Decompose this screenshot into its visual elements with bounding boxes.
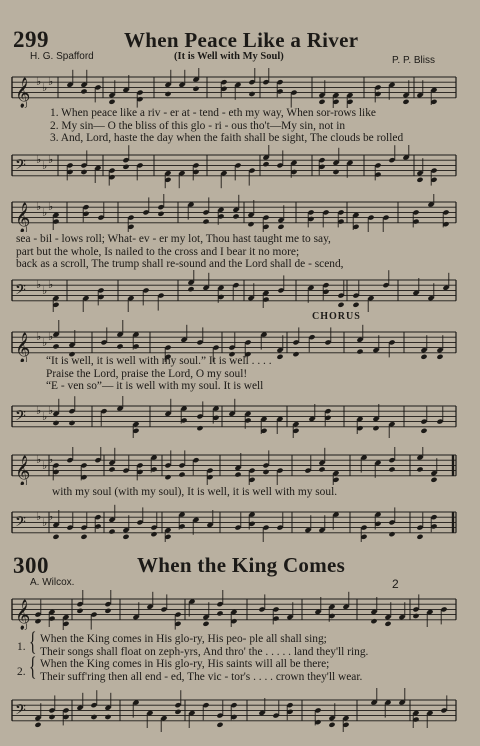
author-credit: H. G. Spafford <box>30 51 94 62</box>
flat-icon: ♭ <box>42 411 48 423</box>
flat-icon: ♭ <box>42 160 48 172</box>
note-head <box>402 99 409 105</box>
note-head <box>318 466 325 472</box>
lyrics-system-1 <box>50 107 403 145</box>
lyric-line: with my soul (with my soul), It is well, it is well with my soul. <box>52 486 338 498</box>
treble-clef-icon: 𝄞 <box>15 77 31 108</box>
treble-staff <box>0 590 480 630</box>
note-head <box>318 99 325 105</box>
lyrics-verse-2 <box>40 658 362 683</box>
bass-clef-icon: 𝄢 <box>15 156 26 177</box>
note-head <box>430 477 437 483</box>
note-head <box>80 169 87 175</box>
note-head <box>150 531 157 537</box>
verse-number: 1. <box>17 641 26 653</box>
note-head <box>276 354 283 360</box>
bass-clef-icon: 𝄢 <box>15 407 26 428</box>
note-head <box>52 534 59 540</box>
note-head <box>122 534 129 540</box>
flat-icon: ♭ <box>42 337 48 349</box>
lyric-line: “It is well, it is well with my soul.” It is well . . . . <box>46 355 272 367</box>
note-head <box>164 91 171 97</box>
bass-clef-icon: 𝄢 <box>15 281 26 302</box>
note-head <box>416 534 423 540</box>
flat-icon: ♭ <box>36 405 42 417</box>
note-head <box>202 621 209 627</box>
note-head <box>196 425 203 431</box>
lyric-line: Praise the Lord, praise the Lord, O my soul! <box>46 367 248 380</box>
lyrics-system-4 <box>52 486 337 499</box>
flat-icon: ♭ <box>48 201 54 213</box>
lyric-line: 1. When peace like a riv - er at - tend - eth my way, When sor-rows like <box>50 107 376 119</box>
note-head <box>292 351 299 357</box>
lyrics-system-3 <box>46 355 272 393</box>
lyric-line: Their songs shall float on zeph-yrs, And thro' the . . . . . land they'll ring. <box>40 645 369 658</box>
lyrics-system-2 <box>16 233 344 271</box>
flat-icon: ♭ <box>48 454 54 466</box>
note-head <box>436 354 443 360</box>
note-head <box>104 608 111 614</box>
lyric-line: part but the whole, Is nailed to the cross and I bear it no more; <box>16 245 300 258</box>
note-head <box>216 610 223 616</box>
note-head <box>122 164 129 170</box>
lyric-line: When the King comes in His glo-ry, His saints will all be there; <box>40 658 330 670</box>
flat-icon: ♭ <box>36 76 42 88</box>
note-head <box>337 302 344 308</box>
note-head <box>232 213 239 219</box>
hymn-number: 300 <box>13 553 49 578</box>
note-head <box>328 722 335 728</box>
note-head <box>388 531 395 537</box>
note-head <box>248 91 255 97</box>
treble-clef-icon: 𝄞 <box>15 332 31 362</box>
flat-icon: ♭ <box>36 279 42 291</box>
note-head <box>34 722 41 728</box>
note-head <box>174 709 181 715</box>
lyric-line: Their suff'ring then all end - ed, The vic - tor's . . . . crown they'll wear. <box>40 670 363 683</box>
note-head <box>34 618 41 624</box>
note-head <box>352 302 359 308</box>
note-head <box>108 99 115 105</box>
bass-staff <box>0 145 480 189</box>
note-head <box>384 621 391 627</box>
flat-icon: ♭ <box>48 405 54 417</box>
note-head <box>68 420 75 426</box>
note-head <box>157 211 164 217</box>
note-head <box>164 474 171 480</box>
note-head <box>356 349 363 355</box>
note-head <box>90 714 97 720</box>
flat-icon: ♭ <box>42 207 48 219</box>
note-head <box>332 169 339 175</box>
flat-icon: ♭ <box>42 82 48 94</box>
note-head <box>52 343 59 349</box>
treble-staff <box>0 447 480 485</box>
second-ending-mark: 2 <box>392 577 399 591</box>
note-head <box>277 224 284 230</box>
hymn-subtitle: (It is Well with My Soul) <box>174 51 284 62</box>
chorus-label: CHORUS <box>312 311 361 322</box>
verse-number: 2. <box>17 666 26 678</box>
note-head <box>416 177 423 183</box>
composer-credit: P. P. Bliss <box>392 55 435 66</box>
note-head <box>192 86 199 92</box>
note-head <box>420 354 427 360</box>
note-head <box>388 466 395 472</box>
verse-brace: { <box>29 627 37 656</box>
flat-icon: ♭ <box>48 331 54 343</box>
note-head <box>262 161 269 167</box>
note-head <box>104 714 111 720</box>
note-head <box>178 472 185 478</box>
flat-icon: ♭ <box>48 154 54 166</box>
treble-staff <box>0 68 480 108</box>
flat-icon: ♭ <box>36 511 42 523</box>
treble-clef-icon: 𝄞 <box>15 202 31 232</box>
lyric-line: 3. And, Lord, haste the day when the faith shall be sight, The clouds be rolled <box>50 132 404 145</box>
note-head <box>420 428 427 434</box>
note-head <box>76 608 83 614</box>
flat-icon: ♭ <box>48 511 54 523</box>
flat-icon: ♭ <box>36 331 42 343</box>
note-head <box>202 219 209 225</box>
bass-clef-icon: 𝄢 <box>15 513 26 534</box>
note-head <box>108 529 115 535</box>
lyric-line: When the King comes in His glo-ry, His peo- ple all shall sing; <box>40 633 327 645</box>
verse-brace: { <box>29 652 37 681</box>
hymn-title: When the King Comes <box>137 553 346 577</box>
treble-clef-icon: 𝄞 <box>15 455 31 485</box>
note-head <box>412 613 419 619</box>
flat-icon: ♭ <box>36 154 42 166</box>
bass-clef-icon: 𝄢 <box>15 701 26 722</box>
note-head <box>80 534 87 540</box>
bass-staff <box>0 502 480 542</box>
flat-icon: ♭ <box>42 517 48 529</box>
note-head <box>52 420 59 426</box>
note-head <box>370 618 377 624</box>
flat-icon: ♭ <box>42 460 48 472</box>
treble-clef-icon: 𝄞 <box>15 599 31 630</box>
note-head <box>372 425 379 431</box>
hymn-title: When Peace Like a River <box>124 28 359 52</box>
author-credit: A. Wilcox. <box>30 577 75 588</box>
lyric-line: back as a scroll, The trump shall re-sound and the Lord shall de - scend, <box>16 258 344 271</box>
note-head <box>234 472 241 478</box>
treble-staff <box>0 194 480 232</box>
flat-icon: ♭ <box>42 285 48 297</box>
note-head <box>416 466 423 472</box>
note-head <box>116 343 123 349</box>
note-head <box>187 286 194 292</box>
note-head <box>216 722 223 728</box>
bass-staff <box>0 396 480 438</box>
flat-icon: ♭ <box>36 454 42 466</box>
lyric-line: 2. My sin— O the bliss of this glo - ri - ous tho't—My sin, not in <box>50 119 346 132</box>
note-head <box>108 466 115 472</box>
flat-icon: ♭ <box>48 279 54 291</box>
bass-staff <box>0 688 480 732</box>
lyric-line: sea - bil - lows roll; What- ev - er my lot, Thou hast taught me to say, <box>16 233 331 245</box>
note-head <box>48 714 55 720</box>
note-head <box>262 469 269 475</box>
hymn-number: 299 <box>13 27 49 52</box>
bass-staff <box>0 270 480 312</box>
lyric-line: “E - ven so”— it is well with my soul. It is well <box>46 380 264 393</box>
note-head <box>247 221 254 227</box>
note-head <box>80 88 87 94</box>
lyrics-verse-1 <box>40 633 368 658</box>
flat-icon: ♭ <box>48 76 54 88</box>
flat-icon: ♭ <box>36 201 42 213</box>
